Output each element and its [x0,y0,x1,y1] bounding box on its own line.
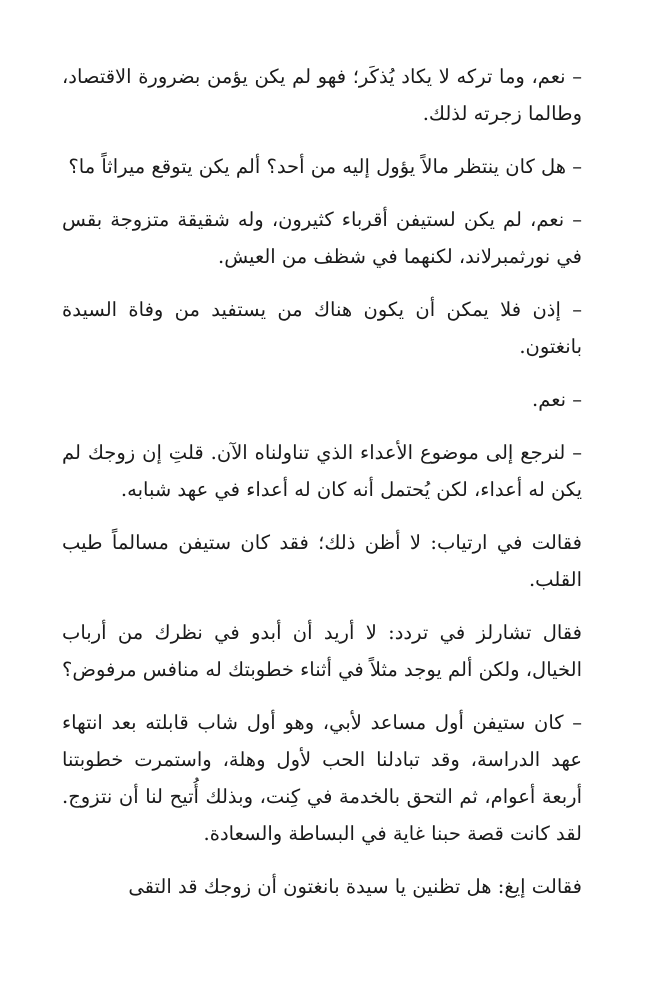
paragraph-6: – لنرجع إلى موضوع الأعداء الذي تناولناه الآن. قلتِ إن زوجك لم يكن له أعداء، لكن يُحتمل أنه كان له أعداء في عهد شبابه. [62,441,582,501]
paragraph-2: – هل كان ينتظر مالاً يؤول إليه من أحد؟ ألم يكن يتوقع ميراثاً ما؟ [68,155,582,178]
paragraph-9: – كان ستيفن أول مساعد لأبي، وهو أول شاب قابلته بعد انتهاء عهد الدراسة، وقد تبادلنا الحب لأول وهلة، واستمرت خطوبتنا أربعة أعوام، ثم التحق بالخدمة في كِنت، وبذلك أُتيح لنا أن نتزوج. لقد كانت قصة حبنا غاية في البساطة والسعادة. [62,711,582,845]
paragraph-7: فقالت في ارتياب: لا أظن ذلك؛ فقد كان ستيفن مسالماً طيب القلب. [62,531,582,591]
book-page [62,58,582,921]
paragraph-4: – إذن فلا يمكن أن يكون هناك من يستفيد من وفاة السيدة بانغتون. [62,298,582,358]
paragraph-3: – نعم، لم يكن لستيفن أقرباء كثيرون، وله شقيقة متزوجة بقس في نورثمبرلاند، لكنهما في شظف من العيش. [62,208,582,268]
paragraph-1: – نعم، وما تركه لا يكاد يُذكَر؛ فهو لم يكن يؤمن بضرورة الاقتصاد، وطالما زجرته لذلك. [62,65,582,125]
paragraph-10: فقالت إيغ: هل تظنين يا سيدة بانغتون أن زوجك قد التقى [128,875,582,898]
paragraph-8: فقال تشارلز في تردد: لا أريد أن أبدو في نظرك من أرباب الخيال، ولكن ألم يوجد مثلاً في أثناء خطوبتك له منافس مرفوض؟ [62,621,582,681]
paragraph-5: – نعم. [532,388,582,411]
